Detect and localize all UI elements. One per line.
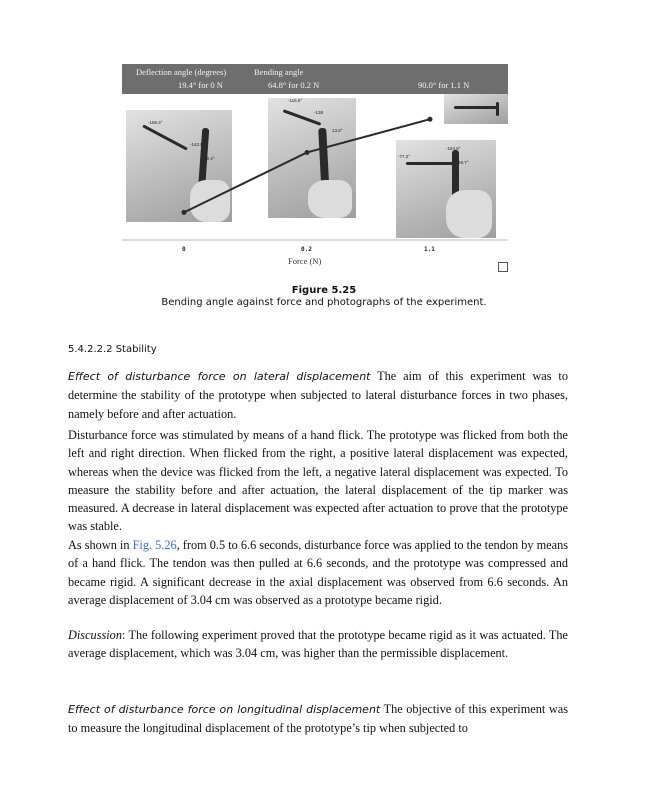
photo3-label-a: -154.8° <box>446 146 461 151</box>
paragraph-lateral-intro <box>68 367 568 423</box>
header-col2: 64.8° for 0.2 N <box>268 80 320 90</box>
photo1-label-a: -155.4° <box>148 120 163 125</box>
paragraph-lead-longitudinal: Effect of disturbance force on longitudinal displacement <box>68 703 381 716</box>
figure-expand-icon[interactable] <box>498 262 508 272</box>
figure-5-26-link[interactable]: Fig. 5.26 <box>132 538 177 552</box>
photo1-label-c: 19.4° <box>204 156 215 161</box>
paragraph-longitudinal <box>68 700 568 738</box>
photo3-label-c: 29.7° <box>458 160 469 165</box>
data-point-0 <box>182 210 187 215</box>
x-tick-0: 0 <box>182 246 186 253</box>
paragraph-disturbance: Disturbance force was stimulated by means of a hand flick. The prototype was flicked from both the left and right direction. When flicked from the right, a positive lateral displacement was expected, whereas when the device was flicked from the left, a negative lateral displacement was expected. To measure the stability before and after actuation, the lateral displacement of the tip marker was measured. A decrease in lateral displacement was expected after actuation to prove that the prototype was stable. <box>68 428 568 534</box>
x-tick-2: 1.1 <box>424 246 435 253</box>
paragraph-text: The aim of this experiment was to determine the stability of the prototype when subjected to lateral disturbance forces in two phases, namely before and after actuation. <box>68 369 568 421</box>
paragraph-text: , from 0.5 to 6.6 seconds, disturbance force was applied to the tendon by means of a hand flick. The tendon was then pulled at 6.6 seconds, and the prototype was compressed and became rigid. A significant decrease in the axial displacement was observed from 6.6 seconds. An average displacement of 3.04 cm was observed as a prototype became rigid. <box>68 538 569 607</box>
figure-caption-text: Bending angle against force and photographs of the experiment. <box>161 297 487 308</box>
bending-angle-label: Bending angle <box>254 67 304 77</box>
data-point-2 <box>428 117 433 122</box>
figure-5-25 <box>122 62 510 272</box>
paragraph-text: As shown in <box>68 538 133 552</box>
photo2-label-c: 13.8° <box>332 128 343 133</box>
bending-angle-chart <box>122 62 510 272</box>
paragraph-text: : The following experiment proved that the prototype became rigid as it was actuated. The average displacement, which was 3.04 cm, was higher than the permissible displacement. <box>68 628 568 661</box>
deflection-angle-label: Deflection angle (degrees) <box>136 67 227 77</box>
paragraph-lead-lateral: Effect of disturbance force on lateral displacement <box>68 370 371 383</box>
header-col3: 90.0° for 1.1 N <box>418 80 470 90</box>
paragraph-fig-reference <box>68 536 568 609</box>
x-axis-title: Force (N) <box>288 256 322 266</box>
photo2-label-a: -116.5° <box>288 98 303 103</box>
paragraph-discussion <box>68 626 568 663</box>
paragraph-text: The objective of this experiment was to measure the longitudinal displacement of the prototype’s tip when subjected to <box>68 702 568 736</box>
section-heading: 5.4.2.2.2 Stability <box>68 344 157 355</box>
figure-caption-title: Figure 5.25 <box>291 285 357 296</box>
photo2-label-b: -138 <box>314 110 324 115</box>
header-col1: 19.4° for 0 N <box>178 80 223 90</box>
photo1-label-b: -142.8° <box>190 142 205 147</box>
data-point-1 <box>305 150 310 155</box>
discussion-label: Discussion <box>68 628 122 642</box>
x-tick-1: 0.2 <box>301 246 312 253</box>
series-line <box>184 119 430 212</box>
photo3-label-b: -77.2° <box>398 154 411 159</box>
